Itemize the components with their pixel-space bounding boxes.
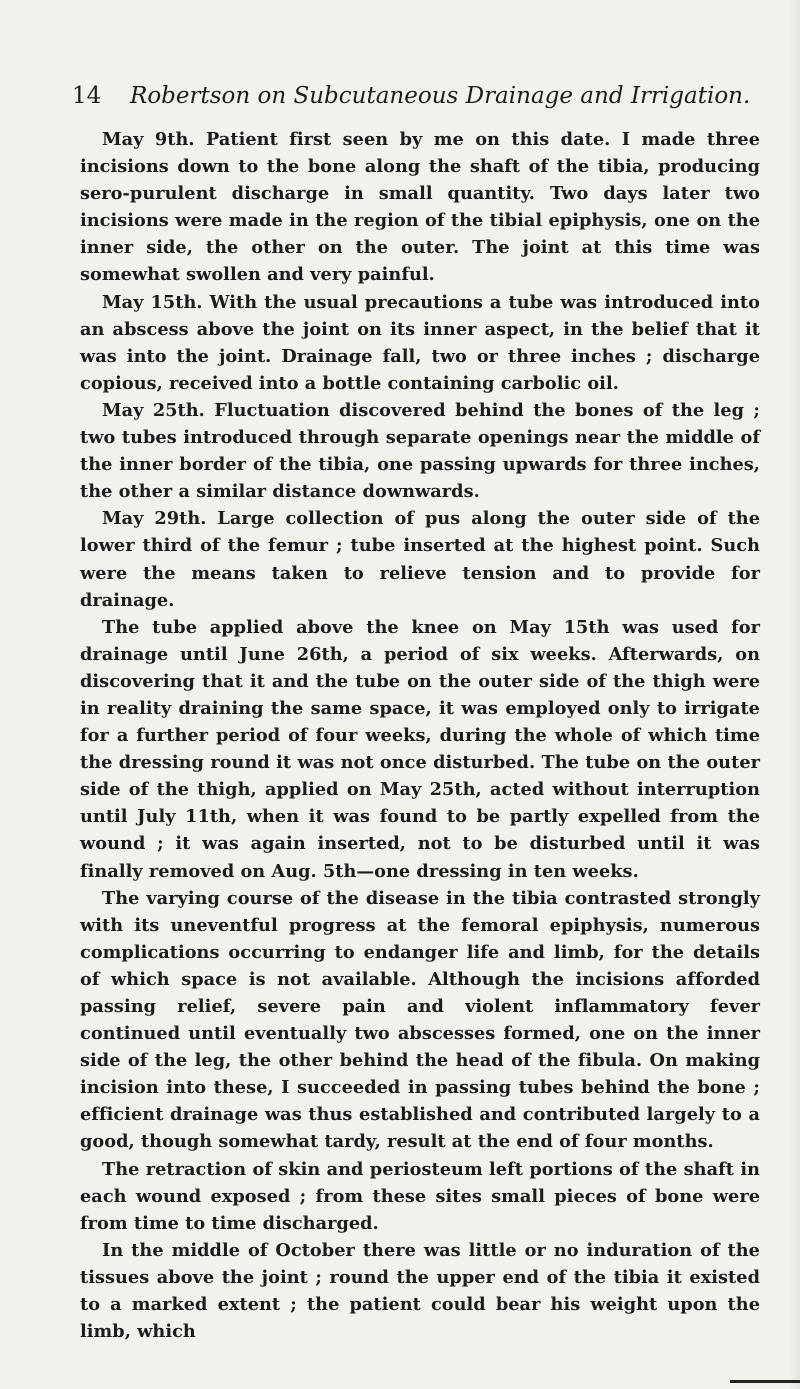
paragraph-disease-course: The varying course of the disease in the tibia contrasted strongly with its uneventful progress at the femoral epiphysis, numerous complications occurring to endanger life and limb, for the details of which space is not available. Although the incisions afforded passing relief, severe pain and violent inflammatory fever continued until eventually two abscesses formed, one on the inner side of the leg, the other behind the head of the fibula. On making incision into these, I succeeded in passing tubes behind the bone ; efficient drainage was thus established and contributed largely to a good, though somewhat tardy, result at the end of four months. [80,887,760,1153]
paragraph-tube-drainage: The tube applied above the knee on May 15th was used for drainage until June 26th, a period of six weeks. Afterwards, on discovering that it and the tube on the outer side of the thigh were in reality draining the same space, it was employed only to irrigate for a further period of four weeks, during the whole of which time the dressing round it was not once disturbed. The tube on the outer side of the thigh, applied on May 25th, acted without interruption until July 11th, when it was found to be partly expelled from the wound ; it was again inserted, not to be disturbed until it was finally removed on Aug. 5th—one dressing in ten weeks. [80,616,760,882]
paragraph-may-25: May 25th. Fluctuation discovered behind the bones of the leg ; two tubes introduced through separate openings near the middle of the inner border of the tibia, one passing upwards for three inches, the other a similar distance downwards. [80,399,760,503]
body-text [80,126,760,1345]
paragraph-may-9: May 9th. Patient first seen by me on this date. I made three incisions down to the bone along the shaft of the tibia, producing sero-purulent discharge in small quantity. Two days later two incisions were made in the region of the tibial epiphysis, one on the inner side, the other on the outer. The joint at this time was somewhat swollen and very painful. [80,129,760,286]
paragraph-october: In the middle of October there was little or no induration of the tissues above the joint ; round the upper end of the tibia it existed to a marked extent ; the patient could bear his weight upon the limb, which [80,1239,760,1343]
running-title: Robertson on Subcutaneous Drainage and Irrigation. [130,83,751,109]
scan-corner-mark [730,1380,800,1383]
paragraph-retraction: The retraction of skin and periosteum left portions of the shaft in each wound exposed ; from these sites small pieces of bone were from time to time discharged. [80,1158,760,1234]
page-number: 14 [72,83,102,109]
page-edge-shadow [790,0,800,1389]
paragraph-may-15: May 15th. With the usual precautions a tube was introduced into an abscess above the joint on its inner aspect, in the belief that it was into the joint. Drainage fall, two or three inches ; discharge copious, received into a bottle containing carbolic oil. [80,291,760,394]
running-header [72,82,752,110]
paragraph-may-29: May 29th. Large collection of pus along the outer side of the lower third of the femur ; tube inserted at the highest point. Such were the means taken to relieve tension and to provide for drainage. [80,508,760,611]
